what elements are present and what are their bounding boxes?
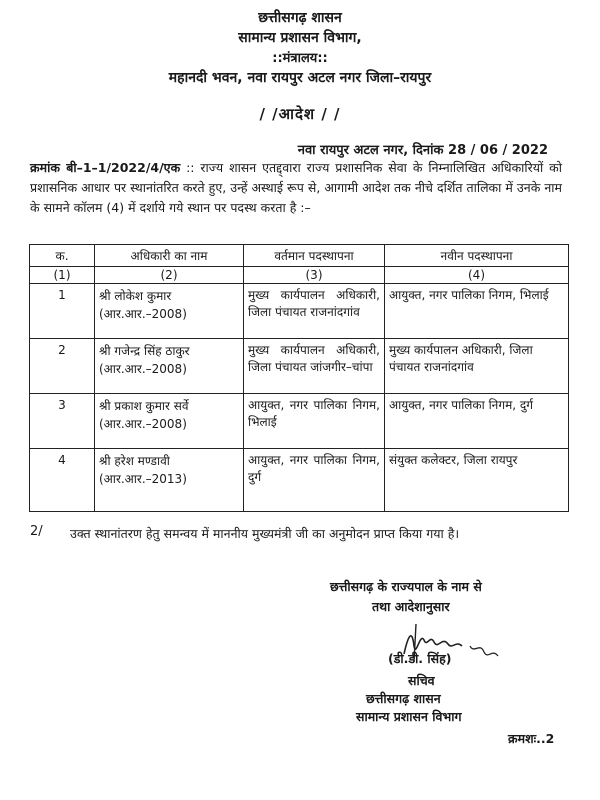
cell-new-posting: आयुक्त, नगर पालिका निगम, भिलाई [385,284,569,339]
table-row [30,339,569,394]
cell-officer [95,449,244,512]
signature-line2: तथा आदेशानुसार [372,599,450,614]
header-ministry: ::मंत्रालय:: [272,51,328,66]
header-state: छत्तीसगढ़ शासन [258,10,342,26]
signatory-designation: सचिव [408,673,435,688]
cell-sno: 1 [30,284,95,339]
table-row [30,284,569,339]
cell-current-posting: आयुक्त, नगर पालिका निगम, दुर्ग [244,449,385,512]
cell-current-posting: आयुक्त, नगर पालिका निगम, भिलाई [244,394,385,449]
para2-number: 2/ [30,524,43,539]
table-row [30,394,569,449]
order-number: क्रमांक बी–1–1/2022/4/एक [30,160,181,175]
header-address: महानदी भवन, नवा रायपुर अटल नगर जिला–रायपुर [168,70,432,86]
signatory-org1: छत्तीसगढ़ शासन [366,691,441,706]
cell-officer [95,339,244,394]
officer-cadre: (आर.आर.–2008) [99,307,187,321]
signatory-name: (डी.डी. सिंह) [388,651,452,666]
header-officer-name: अधिकारी का नाम [95,245,244,267]
signatory-org2: सामान्य प्रशासन विभाग [356,709,462,724]
table-row [30,449,569,512]
header-new-posting: नवीन पदस्थापना [385,245,569,267]
cell-officer [95,284,244,339]
cell-current-posting: मुख्य कार्यपालन अधिकारी, जिला पंचायत राजनांदगांव [244,284,385,339]
continuation-marker: क्रमशः..2 [508,731,555,746]
col-number: (3) [244,267,385,284]
officer-name: श्री प्रकाश कुमार सर्वे [99,399,189,413]
header-current-posting: वर्तमान पदस्थापना [244,245,385,267]
para2-text: उक्त स्थानांतरण हेतु समन्वय में माननीय मुख्यमंत्री जी का अनुमोदन प्राप्त किया गया है। [70,526,460,541]
place-date: नवा रायपुर अटल नगर, दिनांक 28 / 06 / 2022 [297,143,548,158]
cell-sno: 3 [30,394,95,449]
col-number: (2) [95,267,244,284]
order-paragraph [30,158,562,218]
signature-line1: छत्तीसगढ़ के राज्यपाल के नाम से [330,579,482,594]
transfer-table [29,244,569,512]
cell-new-posting: संयुक्त कलेक्टर, जिला रायपुर [385,449,569,512]
order-title: / /आदेश / / [259,105,341,123]
header-sno: क. [30,245,95,267]
officer-name: श्री हरेश मण्डावी [99,454,170,468]
order-text: :: राज्य शासन एतद्द्वारा राज्य प्रशासनिक सेवा के निम्नालिखित अधिकारियों को प्रशासनिक आधार पर स्थानांतरित करते हुए, उन्हें अस्थाई रूप से, आगामी आदेश तक नीचे दर्शित तालिका में उनके नाम के सामने कॉलम (4) में दर्शाये गये स्थान पर पदस्थ करता है :– [30,160,562,215]
cell-officer [95,394,244,449]
officer-name: श्री लोकेश कुमार [99,289,172,303]
cell-new-posting: आयुक्त, नगर पालिका निगम, दुर्ग [385,394,569,449]
col-number: (4) [385,267,569,284]
cell-sno: 2 [30,339,95,394]
officer-name: श्री गजेन्द्र सिंह ठाकुर [99,344,190,358]
officer-cadre: (आर.आर.–2013) [99,472,187,486]
col-number: (1) [30,267,95,284]
cell-current-posting: मुख्य कार्यपालन अधिकारी, जिला पंचायत जांजगीर–चांपा [244,339,385,394]
cell-sno: 4 [30,449,95,512]
officer-cadre: (आर.आर.–2008) [99,362,187,376]
officer-cadre: (आर.आर.–2008) [99,417,187,431]
cell-new-posting: मुख्य कार्यपालन अधिकारी, जिला पंचायत राजनांदगांव [385,339,569,394]
header-department: सामान्य प्रशासन विभाग, [238,30,362,46]
